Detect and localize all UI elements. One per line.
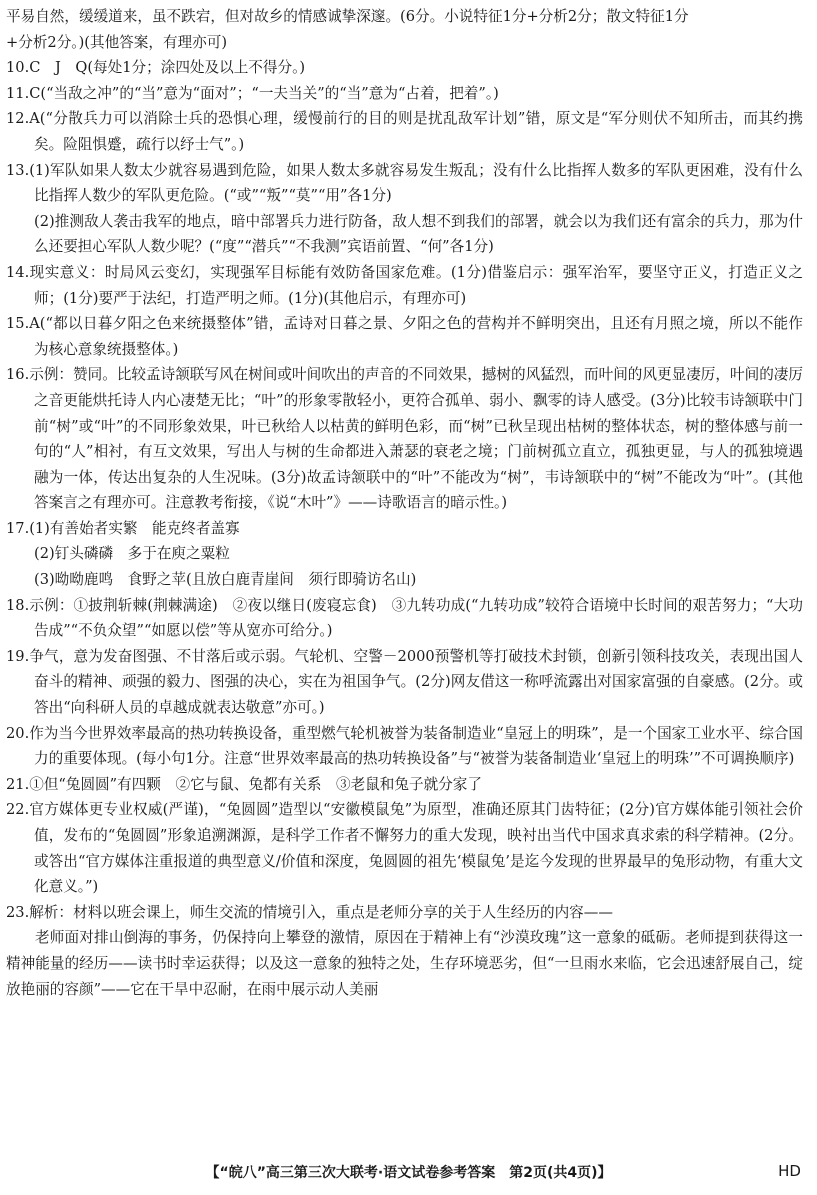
- answer-23-intro: 23.解析：材料以班会课上，师生交流的情境引入，重点是老师分享的关于人生经历的内容——: [6, 903, 613, 921]
- line-prev-continuation-2: +分析2分。)(其他答案，有理亦可): [6, 33, 228, 51]
- answer-13-part1: 13.(1)军队如果人数太少就容易遇到危险，如果人数太多就容易发生叛乱；没有什么比指挥人数多的军队更困难，没有什么比指挥人数少的军队更危险。(“或”“叛”“莫”“用”各1分): [6, 161, 803, 205]
- answer-11: 11.C(“当敌之冲”的“当”意为“面对”；“一夫当关”的“当”意为“占着，把着”。): [6, 84, 499, 102]
- page-footer: [0, 1162, 817, 1188]
- answer-19: 19.争气，意为发奋图强、不甘落后或示弱。气轮机、空警－2000预警机等打破技术封锁，创新引领科技攻关，表现出国人奋斗的精神、顽强的毅力、图强的决心，实在为祖国争气。(2分)网友借这一称呼流露出对国家富强的自豪感。(2分。或答出“向科研人员的卓越成就表达敬意”亦可。): [6, 647, 803, 717]
- answer-14: 14.现实意义：时局风云变幻，实现强军目标能有效防备国家危难。(1分)借鉴启示：强军治军，要坚守正义，打造正义之师；(1分)要严于法纪，打造严明之师。(1分)(其他启示，有理亦可): [6, 263, 803, 307]
- answer-23-body: 老师面对排山倒海的事务，仍保持向上攀登的激情，原因在于精神上有“沙漠玫瑰”这一意象的砥砺。老师提到获得这一精神能量的经历——读书时幸运获得；以及这一意象的独特之处，生存环境恶劣，但“一旦雨水来临，它会迅速舒展自己，绽放艳丽的容颜”——它在干旱中忍耐，在雨中展示动人美丽: [6, 929, 803, 998]
- footer-code: HD: [778, 1162, 801, 1180]
- answer-10: 10.C J Q(每处1分；涂四处及以上不得分。): [6, 59, 306, 77]
- answer-16: 16.示例：赞同。比较孟诗颔联写风在树间或叶间吹出的声音的不同效果，撼树的风猛烈，而叶间的风更显凄厉，叶间的凄厉之音更能烘托诗人内心凄楚无比；“叶”的形象零散轻小，更符合孤单、弱小、飘零的诗人感受。(3分)比较韦诗颔联中门前“树”或“叶”的不同形象效果，叶已秋给人以枯黄的鲜明色彩，而“树”已秋呈现出枯树的整体状态，树的整体感与前一句的“人”相衬，有互文效果，写出人与树的生命都进入萧瑟的衰老之境；门前树孤立直立，孤独更显，与人的孤独境遇融为一体，传达出复杂的人生况味。(3分)故孟诗颔联中的“叶”不能改为“树”，韦诗颔联中的“树”不能改为“叶”。(其他答案言之有理亦可。注意教考衔接，《说“木叶”》——诗歌语言的暗示性。): [6, 366, 803, 512]
- answer-12: 12.A(“分散兵力可以消除士兵的恐惧心理，缓慢前行的目的则是扰乱敌军计划”错，原文是“军分则伏不知所击，而其约携矣。险阻惧蹙，疏行以纾士气”。): [6, 110, 803, 153]
- answer-15: 15.A(“都以日暮夕阳之色来统摄整体”错，孟诗对日暮之景、夕阳之色的营构并不鲜明突出，且还有月照之境，所以不能作为核心意象统摄整体。): [6, 315, 803, 358]
- answer-13-part2: (2)推测敌人袭击我军的地点，暗中部署兵力进行防备，敌人想不到我们的部署，就会以为我们还有富余的兵力，那为什么还要担心军队人数少呢？(“度”“潜兵”“不我测”宾语前置、“何”各1分): [34, 212, 803, 256]
- answer-content: [6, 4, 803, 1002]
- answer-21: 21.①但“兔圆圆”有四颗 ②它与鼠、兔都有关系 ③老鼠和兔子就分家了: [6, 775, 482, 793]
- answer-18: 18.示例：①披荆斩棘(荆棘满途) ②夜以继日(废寝忘食) ③九转功成(“九转功成”较符合语境中长时间的艰苦努力；“大功告成”“不负众望”“如愿以偿”等从宽亦可给分。): [6, 596, 803, 640]
- answer-17-part1: 17.(1)有善始者实繁 能克终者盖寡: [6, 519, 240, 537]
- answer-20: 20.作为当今世界效率最高的热功转换设备，重型燃气轮机被誉为装备制造业“皇冠上的明珠”，是一个国家工业水平、综合国力的重要体现。(每小句1分。注意“世界效率最高的热功转换设备”与“被誉为装备制造业‘皇冠上的明珠’”不可调换顺序): [6, 724, 804, 768]
- answer-22: 22.官方媒体更专业权威(严谨)，“兔圆圆”造型以“安徽模鼠兔”为原型，准确还原其门齿特征；(2分)官方媒体能引领社会价值，发布的“兔圆圆”形象追溯渊源，是科学工作者不懈努力的重大发现，映衬出当代中国求真求索的科学精神。(2分。或答出“官方媒体注重报道的典型意义/价值和深度，兔圆圆的祖先‘模鼠兔’是迄今发现的世界最早的兔形动物，有重大文化意义。”): [6, 801, 803, 896]
- answer-17-part2: (2)钉头磷磷 多于在庾之粟粒: [34, 545, 230, 563]
- answer-17-part3: (3)呦呦鹿鸣 食野之苹(且放白鹿青崖间 须行即骑访名山): [34, 571, 417, 589]
- footer-title: 【“皖八”高三第三次大联考·语文试卷参考答案 第2页(共4页)】: [205, 1165, 612, 1181]
- line-prev-continuation-1: 平易自然，缓缓道来，虽不跌宕，但对故乡的情感诚挚深邃。(6分。小说特征1分+分析2分；散文特征1分: [6, 8, 689, 25]
